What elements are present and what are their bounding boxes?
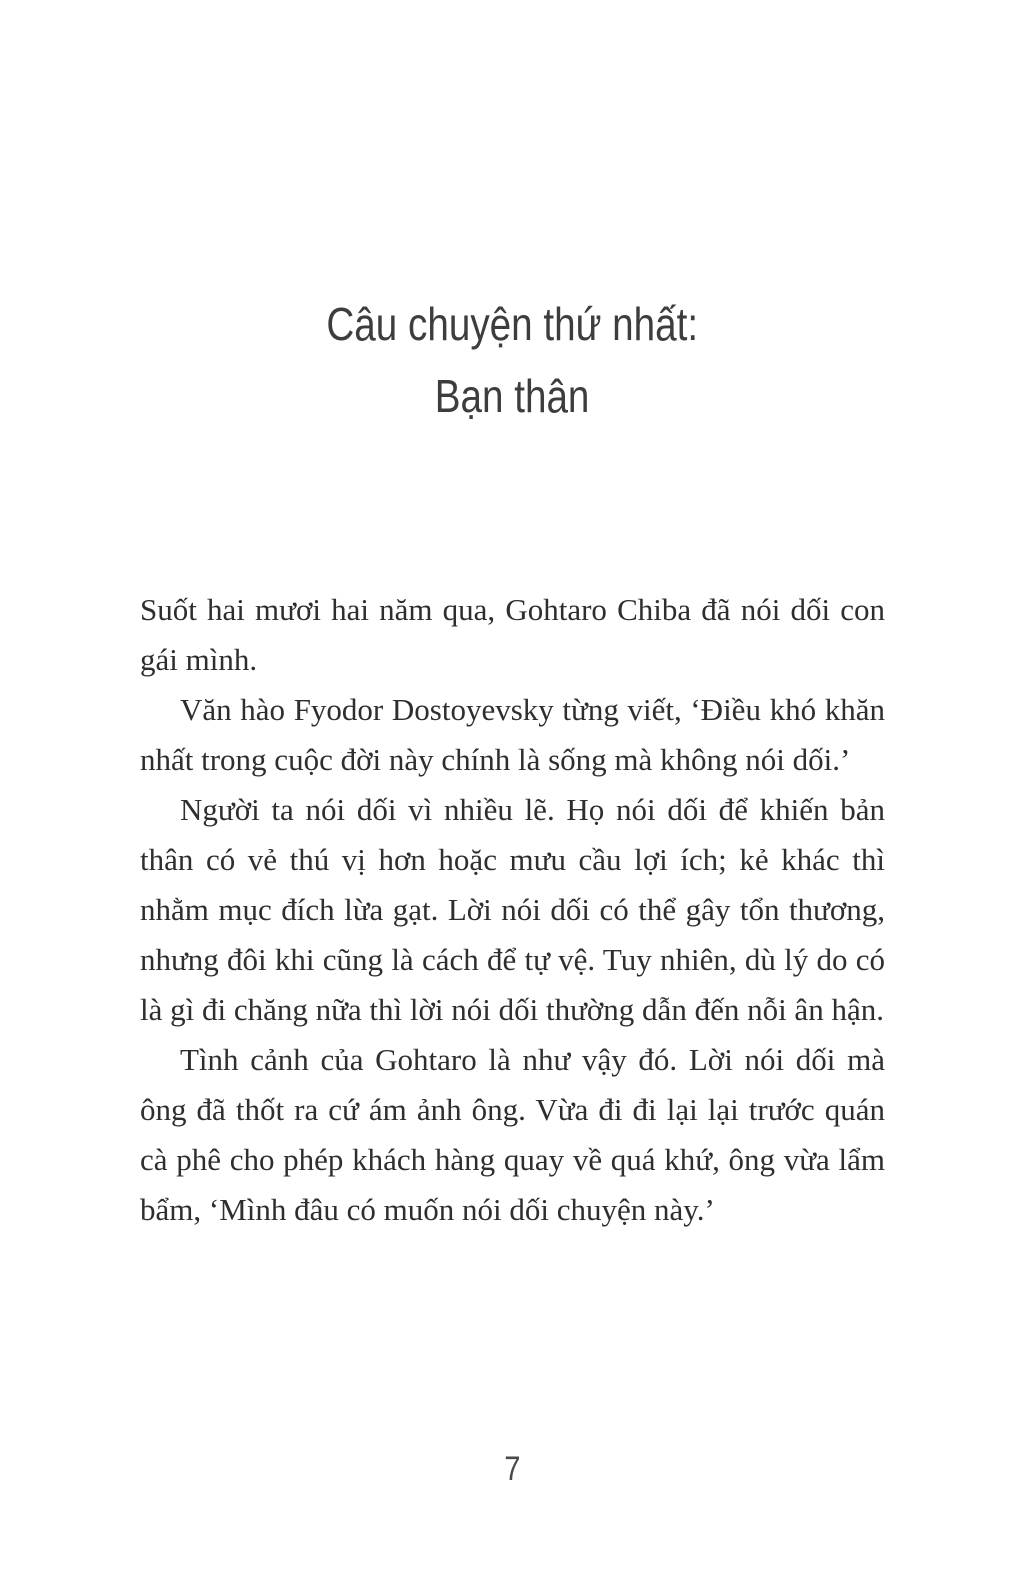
chapter-title-line1: Câu chuyện thứ nhất: [326,298,698,350]
page-number-value: 7 [503,1450,521,1488]
paragraph-1: Suốt hai mươi hai năm qua, Gohtaro Chiba đã nói dối con gái mình. [140,592,885,677]
paragraph-4: Tình cảnh của Gohtaro là như vậy đó. Lời nói dối mà ông đã thốt ra cứ ám ảnh ông. Vừa đi đi lại lại trước quán cà phê cho phép khách hàng quay về quá khứ, ông vừa lẩm bẩm, ‘Mình đâu có muốn nói dối chuyện này.’ [140,1042,885,1227]
body-text [140,585,885,1235]
page-number [0,1450,1024,1489]
chapter-title-line2: Bạn thân [434,370,590,422]
chapter-title [0,288,1024,432]
paragraph-2: Văn hào Fyodor Dostoyevsky từng viết, ‘Điều khó khăn nhất trong cuộc đời này chính là sống mà không nói dối.’ [140,692,885,777]
paragraph-3: Người ta nói dối vì nhiều lẽ. Họ nói dối để khiến bản thân có vẻ thú vị hơn hoặc mưu cầu lợi ích; kẻ khác thì nhằm mục đích lừa gạt. Lời nói dối có thể gây tổn thương, nhưng đôi khi cũng là cách để tự vệ. Tuy nhiên, dù lý do có là gì đi chăng nữa thì lời nói dối thường dẫn đến nỗi ân hận. [140,792,885,1027]
